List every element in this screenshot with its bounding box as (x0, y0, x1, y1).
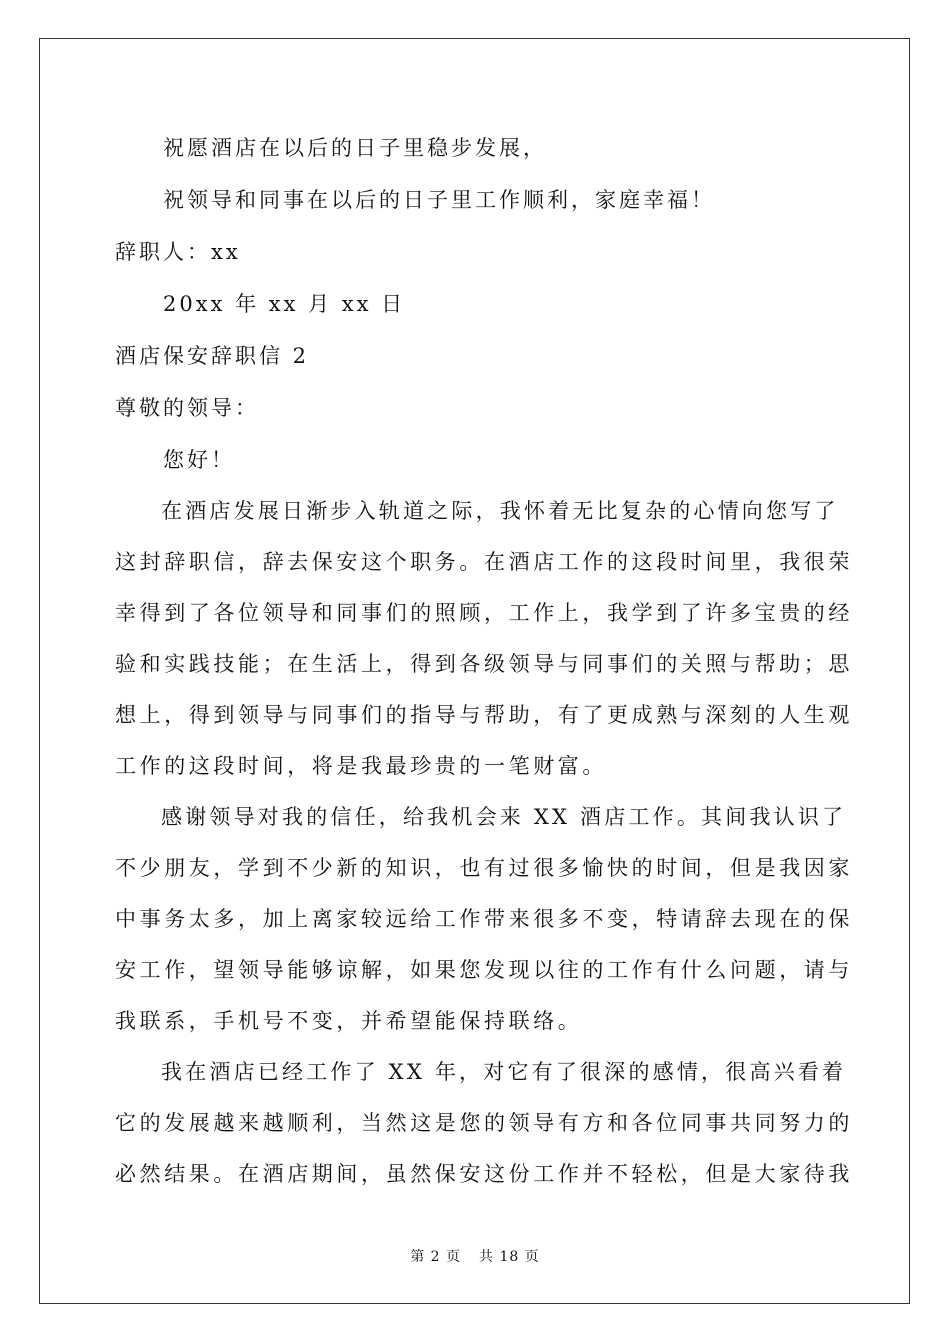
page-number: 第 2 页 (410, 1249, 462, 1265)
paragraph-line: 工作的这段时间，将是我最珍贵的一笔财富。 (115, 754, 607, 778)
date-line: 20xx 年 xx 月 xx 日 (163, 292, 406, 316)
paragraph-line: 在酒店发展日渐步入轨道之际，我怀着无比复杂的心情向您写了 (161, 499, 839, 523)
paragraph-line: 安工作，望领导能够谅解，如果您发现以往的工作有什么问题，请与 (115, 958, 853, 982)
paragraph-line: 这封辞职信，辞去保安这个职务。在酒店工作的这段时间里，我很荣 (115, 550, 853, 574)
greeting: 您好！ (163, 448, 235, 472)
paragraph (115, 1047, 853, 1200)
paragraph-line: 我联系，手机号不变，并希望能保持联络。 (115, 1009, 583, 1033)
paragraph-line: 验和实践技能；在生活上，得到各级领导与同事们的关照与帮助；思 (115, 652, 853, 676)
document-body (115, 122, 853, 1200)
salutation: 尊敬的领导： (115, 396, 259, 420)
paragraph-line: 感谢领导对我的信任，给我机会来 XX 酒店工作。其间我认识了 (161, 805, 847, 829)
text-line: 祝领导和同事在以后的日子里工作顺利，家庭幸福！ (163, 188, 715, 212)
signature-line: 辞职人：xx (115, 240, 241, 264)
paragraph-line: 幸得到了各位领导和同事们的照顾，工作上，我学到了许多宝贵的经 (115, 601, 853, 625)
page-footer (0, 1246, 950, 1266)
paragraph-line: 必然结果。在酒店期间，虽然保安这份工作并不轻松，但是大家待我 (115, 1162, 853, 1186)
paragraph-line: 它的发展越来越顺利，当然这是您的领导有方和各位同事共同努力的 (115, 1111, 853, 1135)
paragraph (115, 792, 853, 1047)
paragraph-line: 中事务太多，加上离家较远给工作带来很多不变，特请辞去现在的保 (115, 907, 853, 931)
page-total: 共 18 页 (479, 1249, 540, 1265)
paragraph-line: 我在酒店已经工作了 XX 年，对它有了很深的感情，很高兴看着 (161, 1060, 847, 1084)
section-title: 酒店保安辞职信 2 (115, 344, 310, 368)
paragraph (115, 486, 853, 792)
paragraph-line: 想上，得到领导与同事们的指导与帮助，有了更成熟与深刻的人生观 (115, 703, 853, 727)
paragraph-line: 不少朋友，学到不少新的知识，也有过很多愉快的时间，但是我因家 (115, 856, 853, 880)
text-line: 祝愿酒店在以后的日子里稳步发展， (163, 136, 547, 160)
